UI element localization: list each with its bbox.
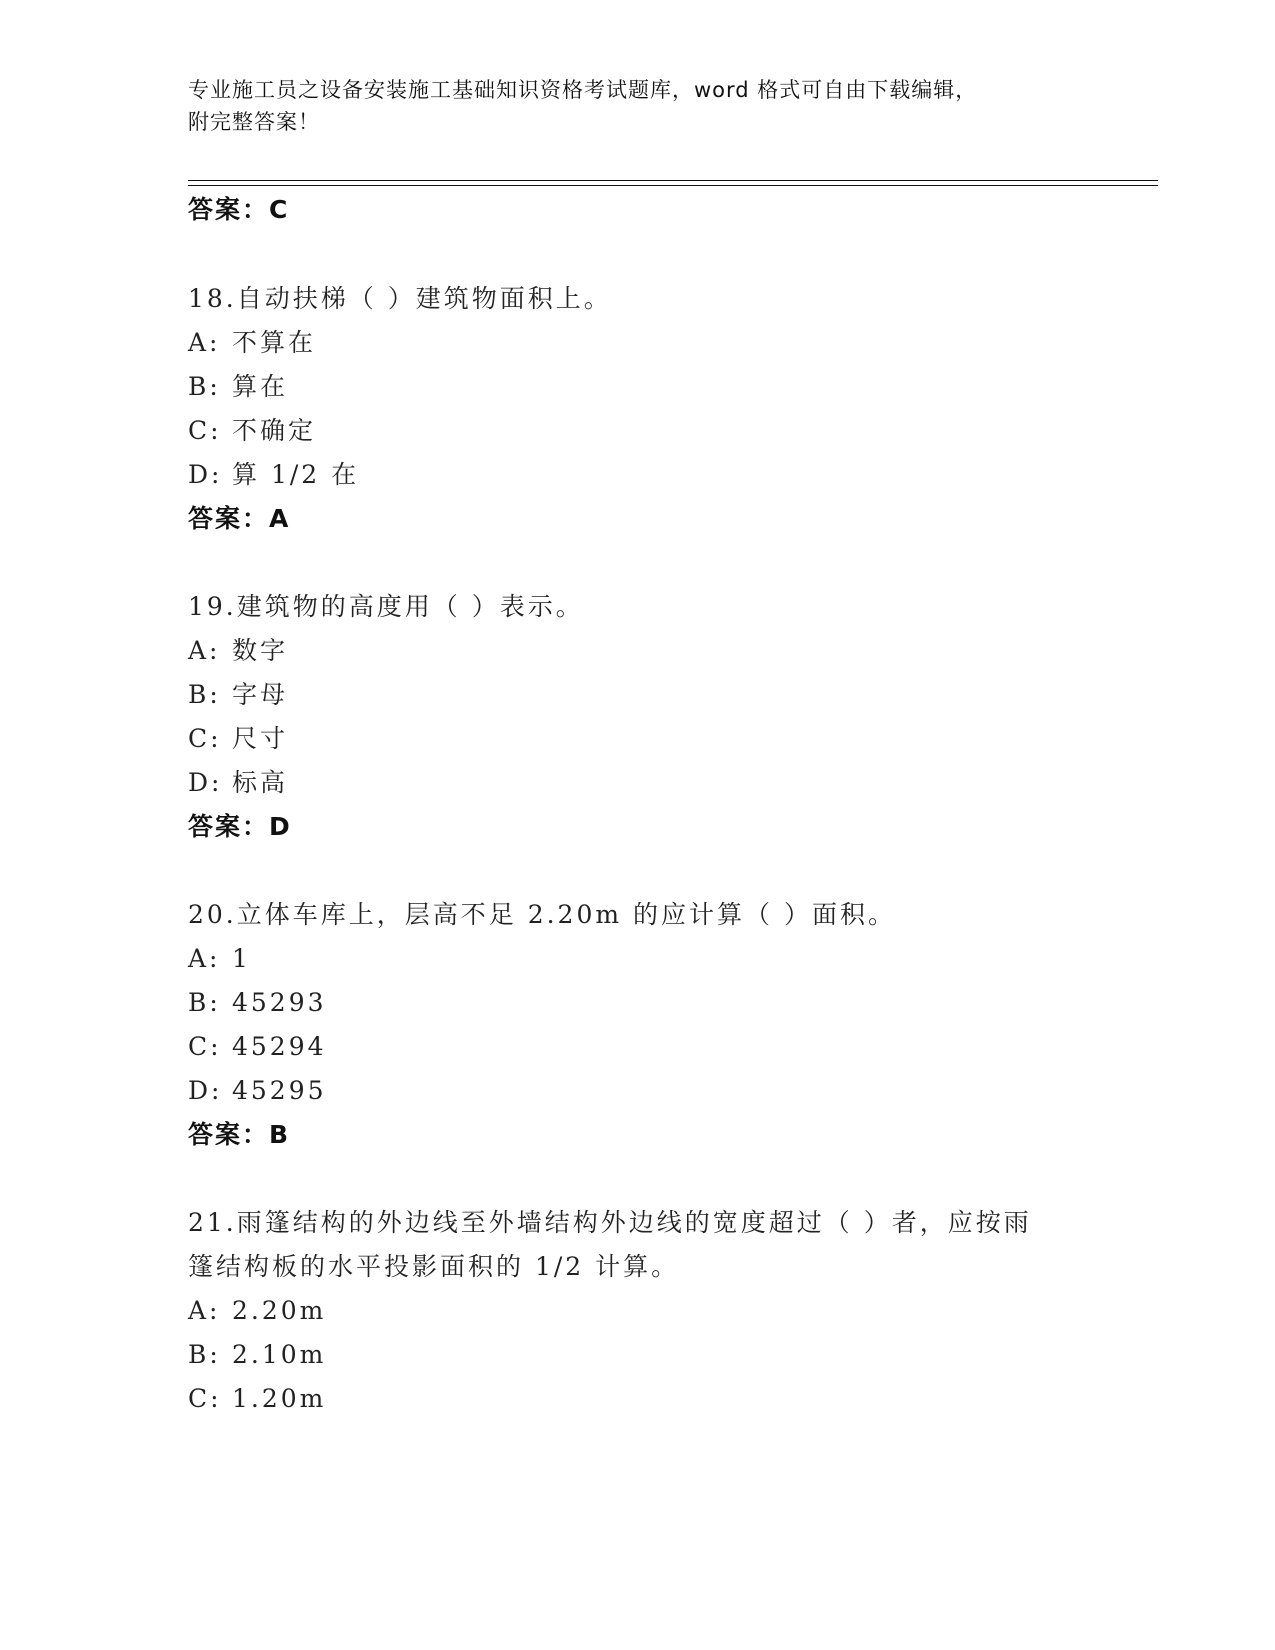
option-letter: B: xyxy=(188,372,221,401)
question-19-option-b xyxy=(188,675,288,715)
option-letter: D: xyxy=(188,460,223,489)
header-divider-bottom xyxy=(188,185,1158,186)
question-20-option-d xyxy=(188,1071,327,1111)
question-18-option-c xyxy=(188,411,316,451)
option-text: 不确定 xyxy=(232,416,317,445)
option-text: 算 1/2 在 xyxy=(232,460,360,489)
option-text: 标高 xyxy=(232,768,289,797)
option-letter: A: xyxy=(188,636,221,665)
question-19-option-a xyxy=(188,631,288,671)
option-letter: C: xyxy=(188,416,222,445)
question-21-option-b xyxy=(188,1335,326,1375)
option-letter: D: xyxy=(188,1076,223,1105)
question-19-option-d xyxy=(188,763,288,803)
question-19-stem: 19.建筑物的高度用（ ）表示。 xyxy=(188,592,584,621)
option-text: 1 xyxy=(232,944,251,973)
header-line-2: 附完整答案！ xyxy=(188,110,320,134)
option-text: 2.10m xyxy=(232,1340,327,1369)
option-letter: D: xyxy=(188,768,223,797)
option-text: 45294 xyxy=(232,1032,327,1061)
option-text: 1.20m xyxy=(232,1384,327,1413)
question-20-option-c xyxy=(188,1027,327,1067)
option-letter: B: xyxy=(188,1340,221,1369)
question-18-answer: 答案：A xyxy=(188,504,291,533)
option-text: 2.20m xyxy=(232,1296,327,1325)
option-letter: A: xyxy=(188,944,221,973)
option-letter: A: xyxy=(188,328,221,357)
option-letter: C: xyxy=(188,724,222,753)
option-letter: A: xyxy=(188,1296,221,1325)
question-21-stem-line-1: 21.雨篷结构的外边线至外墙结构外边线的宽度超过（ ）者，应按雨 xyxy=(188,1208,1032,1237)
option-text: 数字 xyxy=(232,636,289,665)
previous-answer: 答案：C xyxy=(188,195,290,224)
question-18-option-d xyxy=(188,455,359,495)
question-19-option-c xyxy=(188,719,288,759)
option-text: 字母 xyxy=(232,680,289,709)
document-header xyxy=(188,74,1068,138)
option-text: 45295 xyxy=(232,1076,327,1105)
question-18-stem: 18.自动扶梯（ ）建筑物面积上。 xyxy=(188,284,612,313)
header-line-1: 专业施工员之设备安装施工基础知识资格考试题库，word 格式可自由下载编辑， xyxy=(188,78,978,102)
question-18-option-b xyxy=(188,367,288,407)
question-20-option-a xyxy=(188,939,251,979)
header-divider-top xyxy=(188,180,1158,181)
question-21-stem-line-2: 篷结构板的水平投影面积的 1/2 计算。 xyxy=(188,1252,680,1281)
option-letter: B: xyxy=(188,988,221,1017)
question-20-option-b xyxy=(188,983,327,1023)
question-20-stem: 20.立体车库上，层高不足 2.20m 的应计算（ ）面积。 xyxy=(188,900,896,929)
option-letter: B: xyxy=(188,680,221,709)
question-20-answer: 答案：B xyxy=(188,1120,291,1149)
option-text: 尺寸 xyxy=(232,724,289,753)
option-text: 算在 xyxy=(232,372,289,401)
option-letter: C: xyxy=(188,1032,222,1061)
option-letter: C: xyxy=(188,1384,222,1413)
question-21-option-c xyxy=(188,1379,326,1419)
question-21-option-a xyxy=(188,1291,326,1331)
option-text: 45293 xyxy=(232,988,327,1017)
question-18-option-a xyxy=(188,323,316,363)
question-19-answer: 答案：D xyxy=(188,812,292,841)
option-text: 不算在 xyxy=(232,328,317,357)
